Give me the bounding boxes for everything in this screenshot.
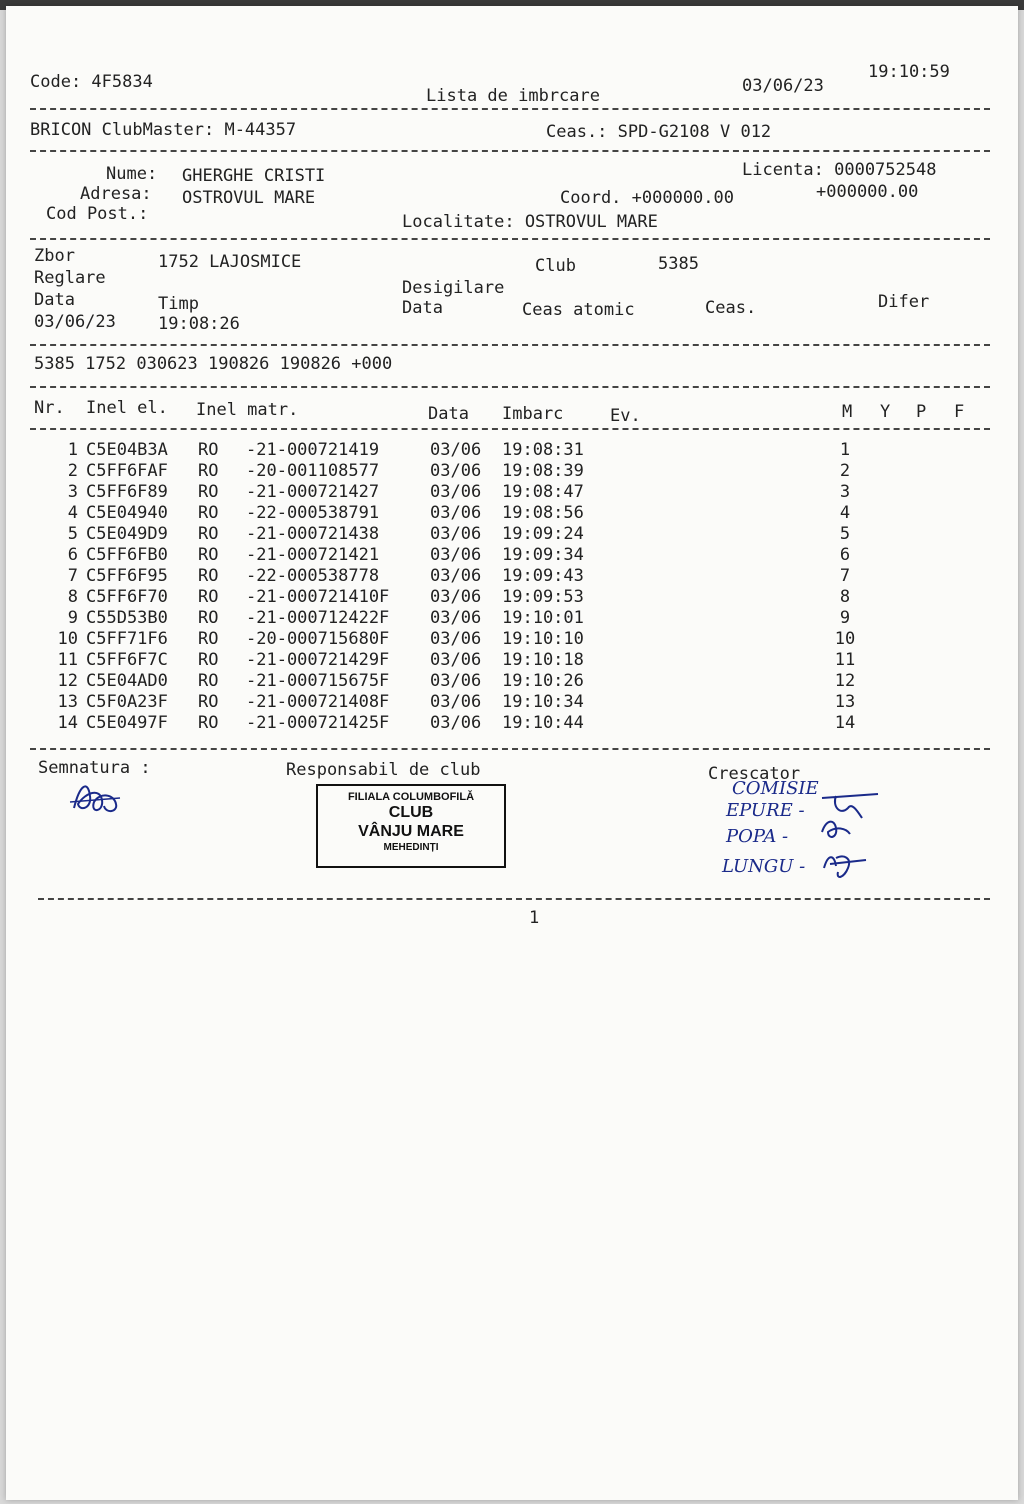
time-label: Timp [158, 294, 199, 314]
cell-data: 03/06 [430, 650, 482, 670]
cell-tara: RO [198, 503, 219, 523]
cell-m: 5 [839, 524, 851, 544]
table-row [0, 713, 1024, 734]
cell-nr: 10 [57, 629, 78, 649]
cell-inel-matr: -21-000721421 [246, 545, 380, 565]
divider [38, 898, 990, 900]
cell-inel-el: C5E0497F [86, 713, 168, 733]
cell-inel-matr: -20-001108577 [246, 461, 380, 481]
clock-label: Ceas. [705, 298, 757, 318]
unseal-date-label: Data [402, 298, 443, 318]
header-data: Data [428, 404, 469, 424]
cell-data: 03/06 [430, 503, 482, 523]
cell-tara: RO [198, 440, 219, 460]
cell-data: 03/06 [430, 524, 482, 544]
cell-nr: 7 [67, 566, 78, 586]
difference-label: Difer [878, 292, 930, 312]
cell-inel-el: C5FF6FB0 [86, 545, 168, 565]
club-label: Club [535, 256, 576, 276]
stamp-line-4: MEHEDINȚI [383, 842, 439, 853]
cell-inel-matr: -21-000721425F [246, 713, 390, 733]
address-label: Adresa: [80, 184, 152, 204]
divider [30, 150, 990, 152]
coordinates-secondary: +000000.00 [816, 182, 919, 202]
document-code: Code: 4F5834 [30, 72, 153, 92]
locality: Localitate: OSTROVUL MARE [402, 212, 658, 232]
committee-member-3: LUNGU - [722, 856, 806, 877]
table-row [0, 629, 1024, 650]
cell-imbarc: 19:09:34 [502, 545, 584, 565]
cell-tara: RO [198, 608, 219, 628]
header-inel-matr: Inel matr. [196, 400, 299, 420]
cell-imbarc: 19:08:56 [502, 503, 584, 523]
cell-inel-el: C5FF6FAF [86, 461, 168, 481]
cell-m: 14 [834, 713, 856, 733]
stamp-line-2: CLUB [388, 804, 434, 821]
cell-nr: 8 [67, 587, 78, 607]
committee-handwriting: COMISIE [732, 778, 819, 799]
signature-label: Semnatura : [38, 758, 151, 778]
cell-m: 6 [839, 545, 851, 565]
cell-data: 03/06 [430, 566, 482, 586]
flight-name: 1752 LAJOSMICE [158, 252, 302, 272]
cell-m: 13 [834, 692, 856, 712]
cell-inel-matr: -22-000538791 [246, 503, 380, 523]
cell-inel-el: C5FF6F89 [86, 482, 168, 502]
cell-m: 9 [839, 608, 851, 628]
cell-inel-matr: -21-000721408F [246, 692, 390, 712]
cell-tara: RO [198, 650, 219, 670]
cell-tara: RO [198, 671, 219, 691]
cell-inel-matr: -21-000712422F [246, 608, 390, 628]
table-row [0, 545, 1024, 566]
cell-tara: RO [198, 545, 219, 565]
setting-label: Reglare [34, 268, 106, 288]
cell-tara: RO [198, 629, 219, 649]
divider [30, 428, 990, 430]
table-row [0, 503, 1024, 524]
handwritten-signature [66, 778, 126, 822]
cell-inel-matr: -21-000721438 [246, 524, 380, 544]
cell-nr: 13 [57, 692, 78, 712]
date-label: Data [34, 290, 75, 310]
cell-imbarc: 19:09:24 [502, 524, 584, 544]
cell-inel-el: C5E04940 [86, 503, 168, 523]
header-nr: Nr. [34, 398, 65, 418]
cell-inel-el: C5FF6F7C [86, 650, 168, 670]
cell-inel-el: C5FF71F6 [86, 629, 168, 649]
club-responsible-label: Responsabil de club [286, 760, 481, 780]
cell-imbarc: 19:10:01 [502, 608, 584, 628]
cell-inel-el: C5FF6F95 [86, 566, 168, 586]
header-imbarc: Imbarc [502, 404, 564, 424]
table-row [0, 587, 1024, 608]
print-date: 03/06/23 [742, 76, 824, 96]
cell-inel-matr: -22-000538778 [246, 566, 380, 586]
cell-inel-matr: -20-000715680F [246, 629, 390, 649]
cell-data: 03/06 [430, 440, 482, 460]
table-row [0, 482, 1024, 503]
cell-data: 03/06 [430, 671, 482, 691]
cell-tara: RO [198, 692, 219, 712]
header-m: M [842, 402, 853, 422]
name-label: Nume: [106, 164, 158, 184]
print-time: 19:10:59 [868, 62, 950, 82]
table-row [0, 461, 1024, 482]
cell-inel-el: C5FF6F70 [86, 587, 168, 607]
cell-imbarc: 19:10:44 [502, 713, 584, 733]
cell-data: 03/06 [430, 587, 482, 607]
cell-data: 03/06 [430, 545, 482, 565]
license-number: Licenta: 0000752548 [742, 160, 937, 180]
flight-label: Zbor [34, 246, 75, 266]
cell-tara: RO [198, 713, 219, 733]
cell-imbarc: 19:10:26 [502, 671, 584, 691]
page-number: 1 [529, 908, 540, 928]
atomic-clock-label: Ceas atomic [522, 300, 635, 320]
cell-nr: 11 [57, 650, 78, 670]
cell-tara: RO [198, 461, 219, 481]
cell-data: 03/06 [430, 461, 482, 481]
cell-nr: 4 [67, 503, 78, 523]
clock-model: Ceas.: SPD-G2108 V 012 [546, 122, 772, 142]
cell-nr: 9 [67, 608, 78, 628]
breeder-label: Crescator [708, 764, 801, 784]
cell-data: 03/06 [430, 713, 482, 733]
cell-imbarc: 19:10:18 [502, 650, 584, 670]
club-number: 5385 [658, 254, 699, 274]
cell-inel-matr: -21-000721427 [246, 482, 380, 502]
cell-imbarc: 19:09:43 [502, 566, 584, 586]
divider [30, 344, 990, 346]
club-master-id: BRICON ClubMaster: M-44357 [30, 120, 297, 140]
cell-imbarc: 19:09:53 [502, 587, 584, 607]
table-row [0, 650, 1024, 671]
table-row [0, 671, 1024, 692]
cell-data: 03/06 [430, 629, 482, 649]
header-ev: Ev. [610, 406, 641, 426]
cell-inel-el: C5E04AD0 [86, 671, 168, 691]
owner-address: OSTROVUL MARE [182, 188, 316, 208]
cell-m: 11 [834, 650, 856, 670]
table-row [0, 566, 1024, 587]
divider [30, 386, 990, 388]
cell-tara: RO [198, 566, 219, 586]
cell-nr: 3 [67, 482, 78, 502]
cell-m: 7 [839, 566, 851, 586]
cell-inel-el: C5E04B3A [86, 440, 168, 460]
cell-nr: 14 [57, 713, 78, 733]
cell-m: 12 [834, 671, 856, 691]
document-title: Lista de imbrcare [426, 86, 600, 106]
cell-inel-el: C5E049D9 [86, 524, 168, 544]
cell-m: 8 [839, 587, 851, 607]
cell-imbarc: 19:10:10 [502, 629, 584, 649]
cell-nr: 6 [67, 545, 78, 565]
coordinates: Coord. +000000.00 [560, 188, 734, 208]
flight-code-line: 5385 1752 030623 190826 190826 +000 [34, 354, 393, 374]
cell-tara: RO [198, 524, 219, 544]
committee-member-2: POPA - [726, 826, 789, 847]
cell-tara: RO [198, 587, 219, 607]
cell-m: 3 [839, 482, 851, 502]
cell-nr: 1 [67, 440, 78, 460]
stamp-line-1: FILIALA COLUMBOFILĂ [347, 791, 475, 803]
setting-date: 03/06/23 [34, 312, 116, 332]
owner-name: GHERGHE CRISTI [182, 166, 326, 186]
committee-member-1: EPURE - [726, 800, 805, 821]
cell-inel-el: C55D53B0 [86, 608, 168, 628]
header-inel-el: Inel el. [86, 398, 168, 418]
cell-inel-matr: -21-000721410F [246, 587, 390, 607]
cell-inel-matr: -21-000715675F [246, 671, 390, 691]
header-f: F [954, 402, 965, 422]
divider [30, 238, 990, 240]
cell-m: 10 [834, 629, 856, 649]
cell-nr: 12 [57, 671, 78, 691]
divider [30, 108, 990, 110]
table-row [0, 524, 1024, 545]
cell-imbarc: 19:10:34 [502, 692, 584, 712]
setting-time: 19:08:26 [158, 314, 240, 334]
cell-imbarc: 19:08:47 [502, 482, 584, 502]
cell-m: 4 [839, 503, 851, 523]
stamp-line-3: VÂNJU MARE [358, 823, 464, 840]
header-y: Y [880, 402, 891, 422]
postal-code-label: Cod Post.: [46, 204, 149, 224]
table-row [0, 692, 1024, 713]
cell-data: 03/06 [430, 482, 482, 502]
table-row [0, 608, 1024, 629]
committee-signatures [818, 788, 888, 888]
cell-nr: 2 [67, 461, 78, 481]
cell-inel-el: C5F0A23F [86, 692, 168, 712]
table-row [0, 440, 1024, 461]
cell-imbarc: 19:08:31 [502, 440, 584, 460]
cell-m: 1 [839, 440, 851, 460]
cell-nr: 5 [67, 524, 78, 544]
divider [30, 748, 990, 750]
header-p: P [916, 402, 927, 422]
cell-imbarc: 19:08:39 [502, 461, 584, 481]
cell-m: 2 [839, 461, 851, 481]
cell-inel-matr: -21-000721419 [246, 440, 380, 460]
club-stamp [316, 784, 506, 868]
unsealing-label: Desigilare [402, 278, 505, 298]
cell-tara: RO [198, 482, 219, 502]
cell-inel-matr: -21-000721429F [246, 650, 390, 670]
cell-data: 03/06 [430, 692, 482, 712]
cell-data: 03/06 [430, 608, 482, 628]
